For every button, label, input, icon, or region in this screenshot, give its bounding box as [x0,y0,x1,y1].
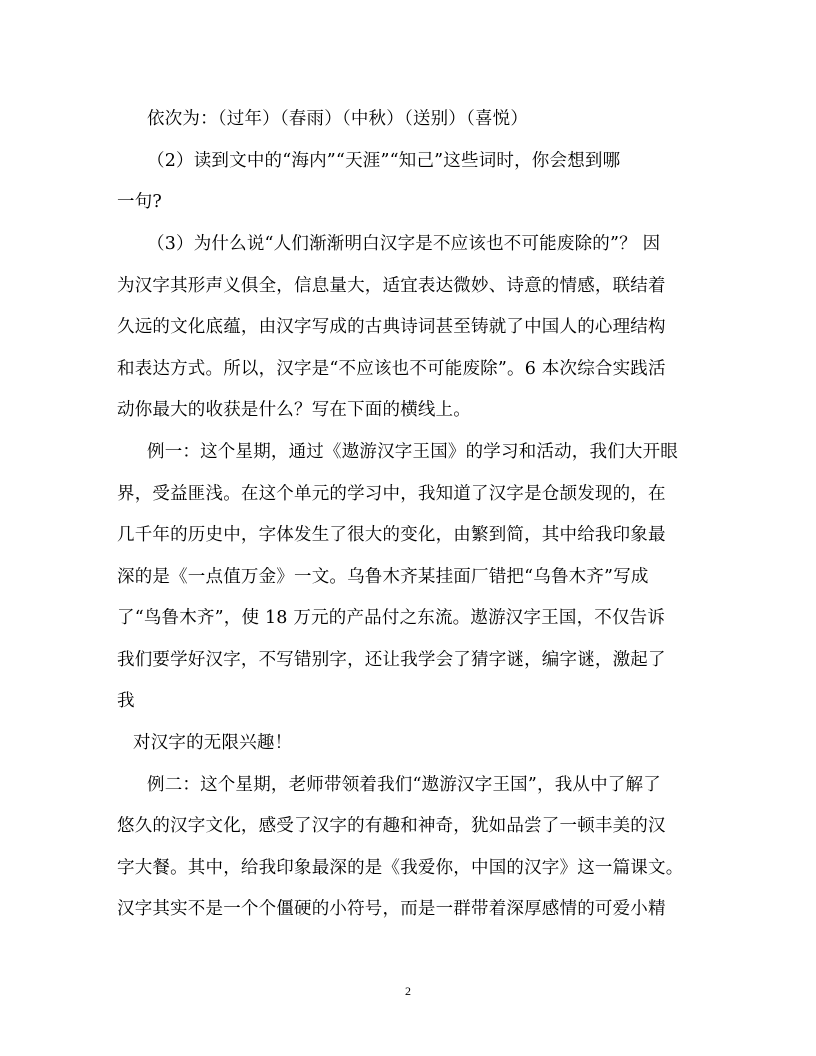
text-line-2: （2）读到文中的“海内”“天涯”“知己”这些词时，你会想到哪 [147,151,621,171]
text-line-11: 几千年的历史中，字体发生了很大的变化，由繁到简，其中给我印象最 [117,525,666,545]
text-line-18: 悠久的汉字文化，感受了汉字的有趣和神奇，犹如品尝了一顿丰美的汉 [117,816,666,836]
text-line-3: 一句? [117,192,162,212]
text-line-16: 对汉字的无限兴趣！ [133,733,293,753]
text-line-5: 为汉字其形声义俱全，信息量大，适宜表达微妙、诗意的情感，联结着 [117,276,666,296]
text-line-17: 例二：这个星期，老师带领着我们“遨游汉字王国”，我从中了解了 [147,775,661,795]
text-line-15: 我 [117,691,135,711]
text-line-6: 久远的文化底蕴，由汉字写成的古典诗词甚至铸就了中国人的心理结构 [117,317,666,337]
page-number: 2 [405,984,411,998]
text-line-8: 动你最大的收获是什么？写在下面的横线上。 [117,400,471,420]
text-line-7: 和表达方式。所以，汉字是“不应该也不可能废除”。6 本次综合实践活 [117,359,666,379]
text-line-19: 字大餐。其中，给我印象最深的是《我爱你，中国的汉字》这一篇课文。 [117,858,684,878]
text-line-14: 我们要学好汉字，不写错别字，还让我学会了猜字谜，编字谜，激起了 [117,650,666,670]
text-line-9: 例一：这个星期，通过《遨游汉字王国》的学习和活动，我们大开眼 [147,442,678,462]
text-line-13: 了“鸟鲁木齐”，使 18 万元的产品付之东流。遨游汉字王国，不仅告诉 [117,608,666,628]
text-line-1: 依次为：（过年）（春雨）（中秋）（送别）（喜悦） [147,109,529,129]
text-line-12: 深的是《一点值万金》一文。乌鲁木齐某挂面厂错把“乌鲁木齐”写成 [117,567,649,587]
text-line-10: 界，受益匪浅。在这个单元的学习中，我知道了汉字是仓颉发现的，在 [117,484,666,504]
text-line-4: （3）为什么说“人们渐渐明白汉字是不应该也不可能废除的”？ 因 [147,234,661,254]
text-line-20: 汉字其实不是一个个僵硬的小符号，而是一群带着深厚感情的可爱小精 [117,899,666,919]
